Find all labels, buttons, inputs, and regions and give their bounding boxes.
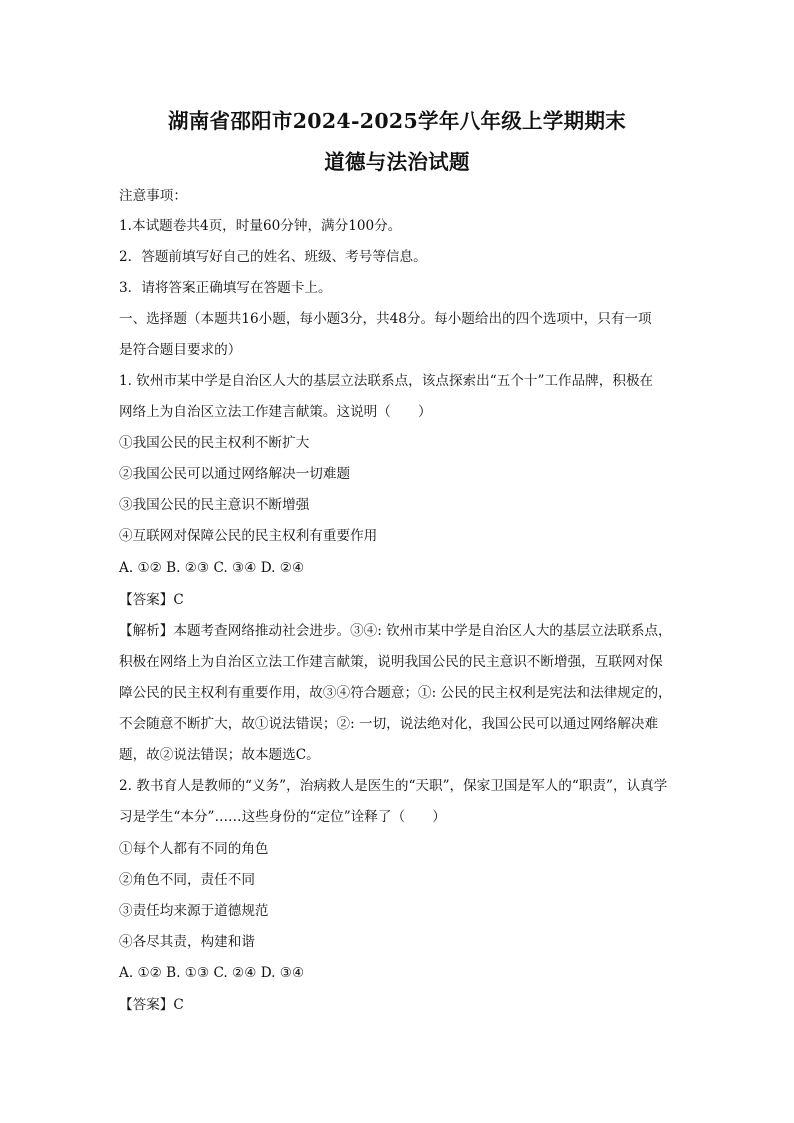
q1-analysis-line-3: 障公民的民主权利有重要作用，故③④符合题意；①: 公民的民主权利是宪法和法律规定的， bbox=[119, 685, 672, 701]
q2-option-2: ②角色不同，责任不同 bbox=[119, 872, 255, 888]
exam-subtitle: 道德与法治试题 bbox=[324, 150, 470, 174]
q2-stem-line-1: 2. 教书育人是教师的“义务”，治病救人是医生的“天职”，保家卫国是军人的“职责”，认真学 bbox=[119, 778, 668, 794]
q1-option-1: ①我国公民的民主权利不断扩大 bbox=[119, 435, 310, 451]
q2-option-1: ①每个人都有不同的角色 bbox=[119, 841, 269, 857]
q1-analysis-line-2: 积极在网络上为自治区立法工作建言献策，说明我国公民的民主意识不断增强，互联网对保 bbox=[119, 654, 663, 670]
q1-stem-line-2: 网络上为自治区立法工作建言献策。这说明（ ） bbox=[119, 404, 432, 420]
q2-option-4: ④各尽其责，构建和谐 bbox=[119, 934, 255, 950]
q1-stem-line-1: 1. 钦州市某中学是自治区人大的基层立法联系点，该点探索出“五个十”工作品牌，积极在 bbox=[119, 373, 654, 389]
note-3: 3．请将答案正确填写在答题卡上。 bbox=[119, 280, 332, 296]
q1-choices: A. ①② B. ②③ C. ③④ D. ②④ bbox=[119, 560, 305, 576]
section-intro-line-2: 是符合题目要求的） bbox=[119, 342, 242, 358]
note-1: 1.本试题卷共4页，时量60分钟，满分100分。 bbox=[119, 218, 402, 234]
notes-heading: 注意事项： bbox=[119, 188, 187, 204]
q2-option-3: ③责任均来源于道德规范 bbox=[119, 903, 269, 919]
q2-stem-line-2: 习是学生“本分”……这些身份的“定位”诠释了（ ） bbox=[119, 809, 446, 825]
q1-answer: 【答案】C bbox=[119, 592, 184, 608]
q2-answer: 【答案】C bbox=[119, 997, 184, 1013]
section-intro-line-1: 一、选择题（本题共16小题，每小题3分，共48分。每小题给出的四个选项中，只有一项 bbox=[119, 311, 652, 327]
q1-option-4: ④互联网对保障公民的民主权利有重要作用 bbox=[119, 528, 378, 544]
q1-analysis-line-5: 题，故②说法错误；故本题选C。 bbox=[119, 747, 320, 763]
q1-analysis-line-4: 不会随意不断扩大，故①说法错误；②: 一切，说法绝对化，我国公民可以通过网络解决难 bbox=[119, 716, 659, 732]
q1-analysis-line-1: 【解析】本题考查网络推动社会进步。③④: 钦州市某中学是自治区人大的基层立法联系点， bbox=[119, 623, 672, 639]
q2-choices: A. ①② B. ①③ C. ②④ D. ③④ bbox=[119, 965, 305, 981]
q1-option-3: ③我国公民的民主意识不断增强 bbox=[119, 497, 310, 513]
q1-option-2: ②我国公民可以通过网络解决一切难题 bbox=[119, 466, 351, 482]
exam-title: 湖南省邵阳市2024-2025学年八年级上学期期末 bbox=[167, 109, 627, 133]
note-2: 2．答题前填写好自己的姓名、班级、考号等信息。 bbox=[119, 249, 427, 265]
